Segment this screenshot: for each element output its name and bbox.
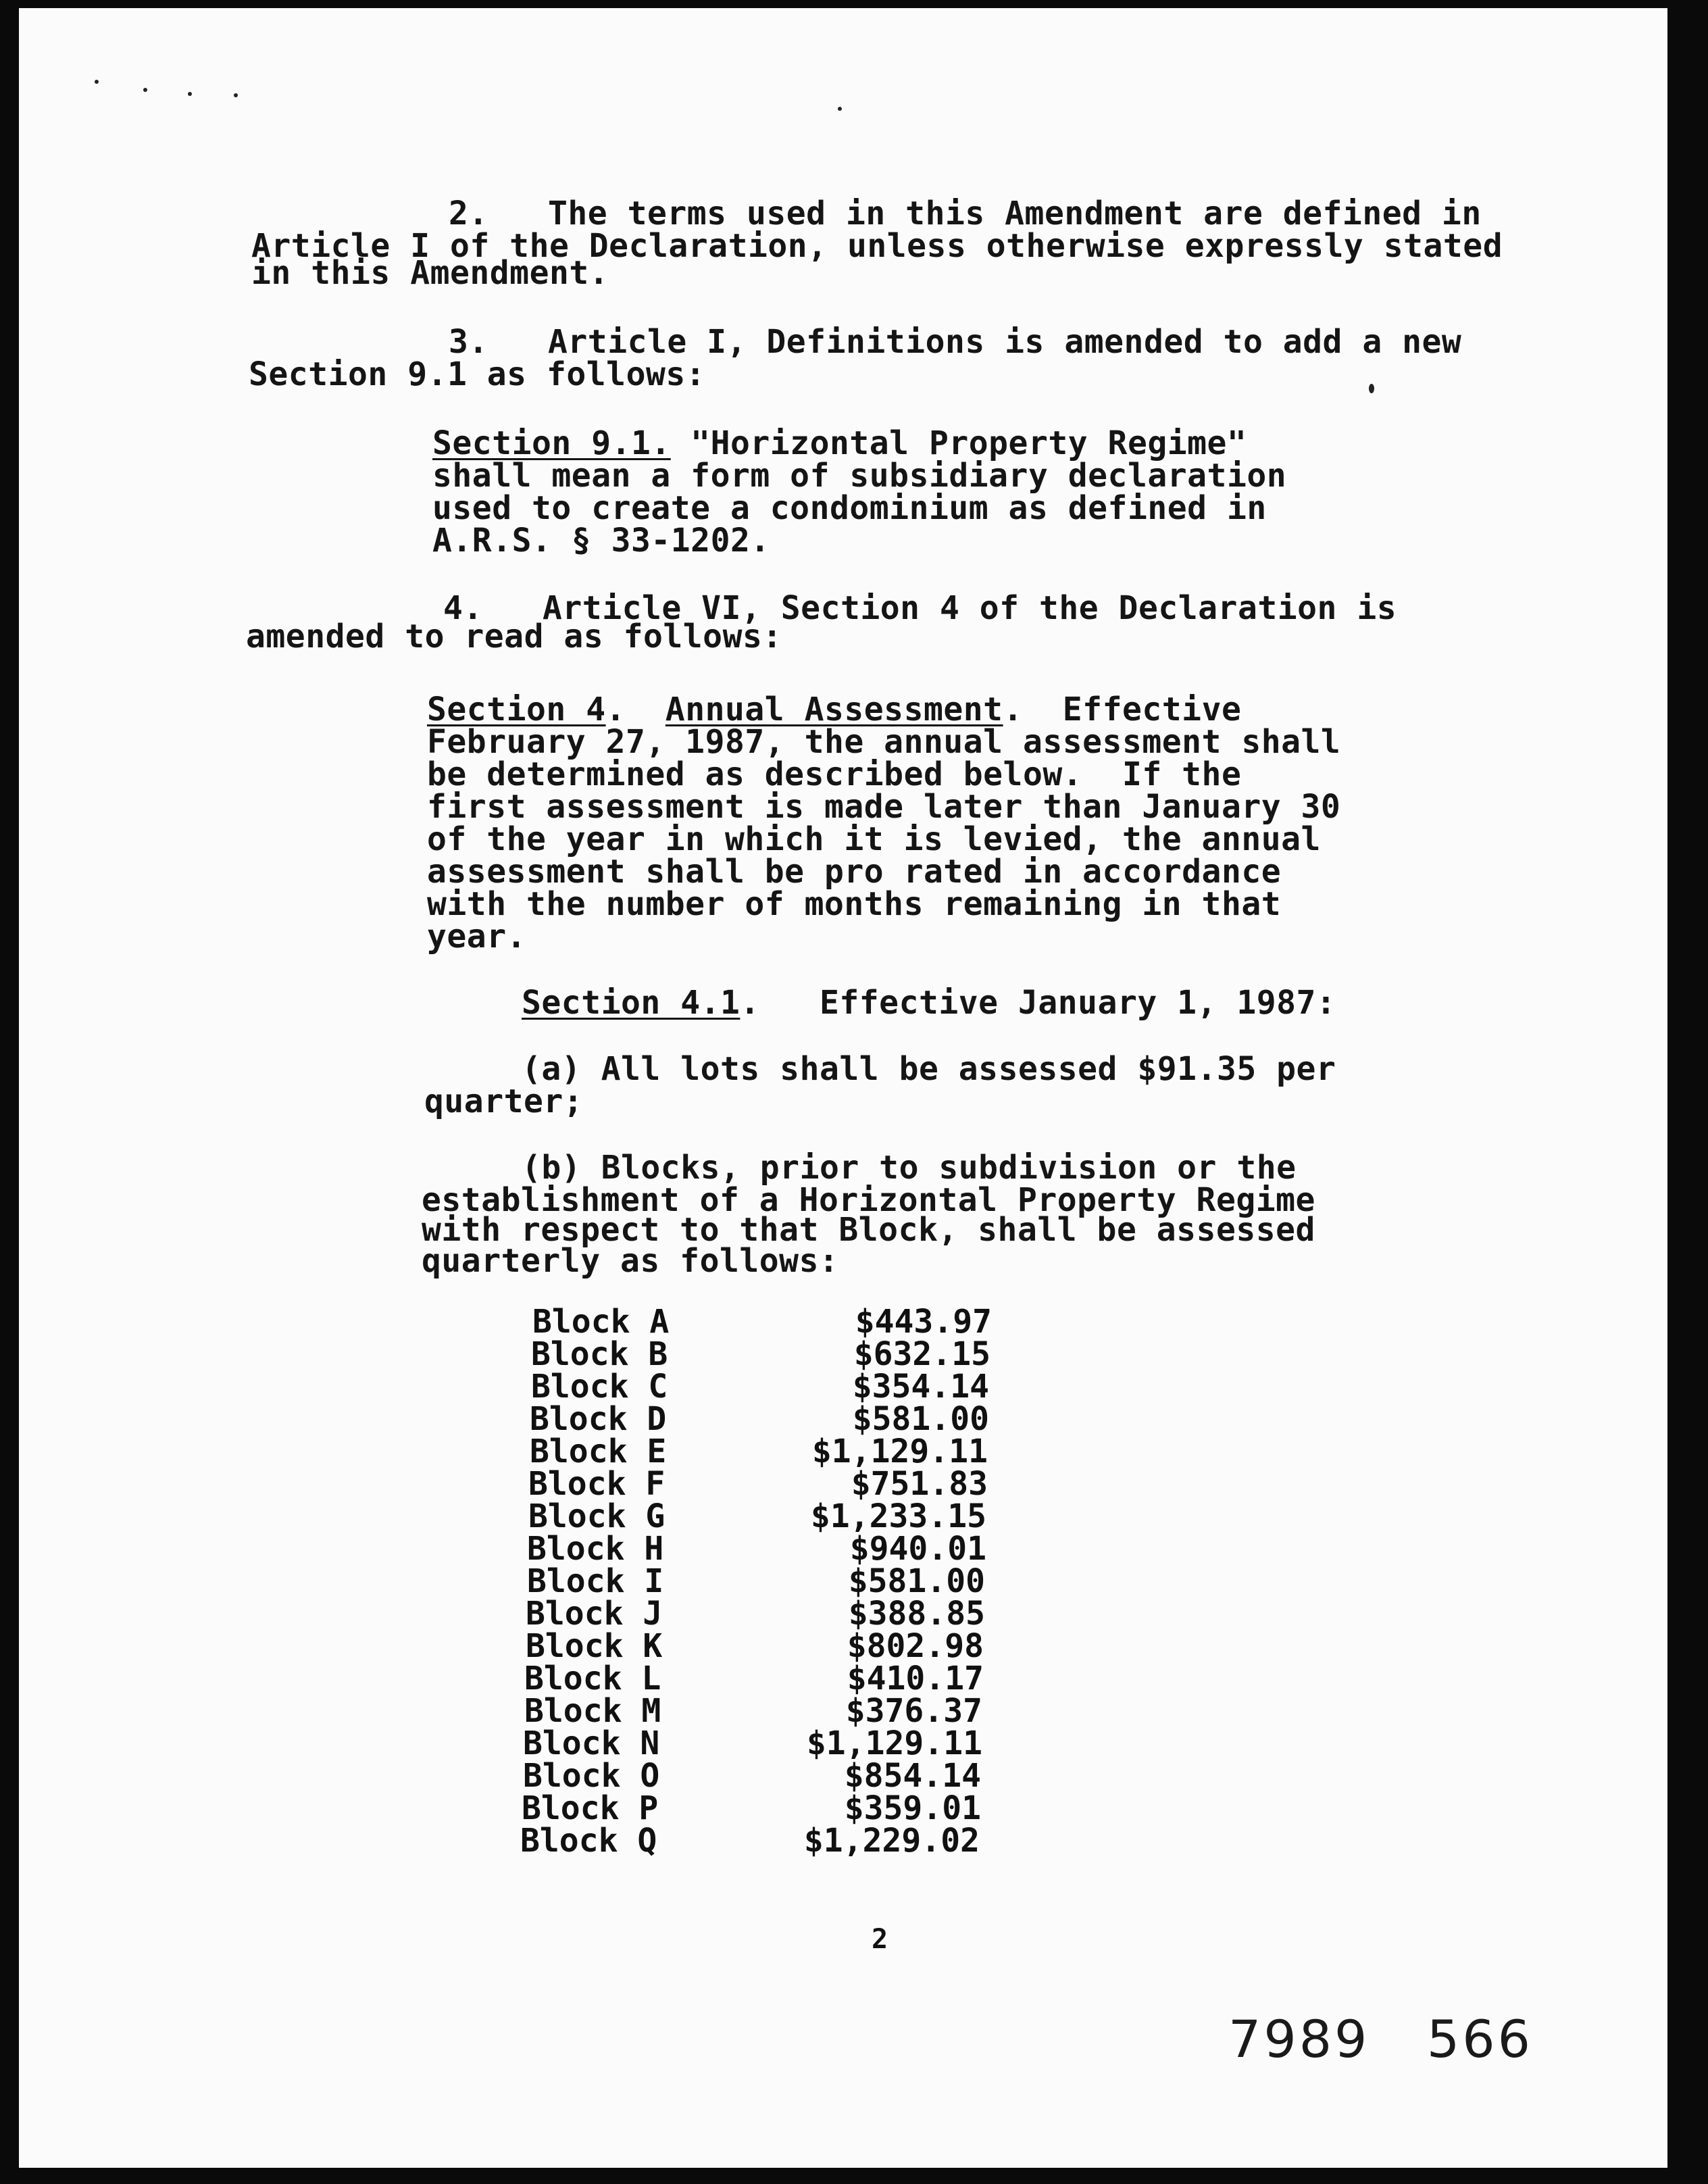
- section-9-1-title: "Horizontal Property Regime": [670, 424, 1247, 462]
- block-amount: $354.14: [852, 1368, 989, 1406]
- block-name: Block H: [527, 1530, 664, 1568]
- block-amount: $376.37: [845, 1692, 982, 1730]
- section-9-1-heading: Section 9.1.: [432, 424, 671, 462]
- block-amount: $802.98: [847, 1627, 984, 1665]
- block-name: Block E: [530, 1433, 667, 1470]
- block-amount: $359.01: [844, 1789, 981, 1827]
- block-name: Block O: [523, 1757, 660, 1795]
- clause-b-line-4: quarterly as follows:: [422, 1242, 839, 1280]
- scan-speck: [95, 80, 99, 84]
- section-4-line-1: [427, 693, 1241, 726]
- block-amount: $443.97: [855, 1303, 992, 1341]
- block-amount: $1,233.15: [810, 1497, 986, 1535]
- paragraph-3-line-2: Section 9.1 as follows:: [249, 355, 706, 393]
- block-amount: $410.17: [847, 1660, 984, 1697]
- document-page: [19, 8, 1667, 2168]
- scan-speck: [234, 93, 238, 97]
- scan-speck: [838, 107, 842, 111]
- paragraph-2-line-1: 2. The terms used in this Amendment are defined in: [449, 195, 1482, 232]
- scan-speck: [188, 92, 192, 96]
- section-4-line-3: be determined as described below. If the: [427, 755, 1242, 793]
- paragraph-4-line-2: amended to read as follows:: [246, 618, 782, 655]
- block-name: Block F: [528, 1465, 665, 1503]
- block-amount: $388.85: [848, 1595, 985, 1633]
- section-9-1-line-4: A.R.S. § 33-1202.: [432, 522, 770, 560]
- page-number: 2: [872, 1924, 888, 1955]
- block-name: Block K: [526, 1627, 663, 1665]
- block-name: Block M: [524, 1692, 661, 1730]
- block-amount: $1,129.11: [811, 1433, 988, 1470]
- block-amount: $940.01: [849, 1530, 986, 1568]
- section-4-line-7: with the number of months remaining in that: [427, 885, 1282, 923]
- paragraph-3-line-1: 3. Article I, Definitions is amended to add a new: [449, 323, 1462, 361]
- block-name: Block N: [523, 1724, 660, 1762]
- paragraph-2-line-2: Article I of the Declaration, unless otherwise expressly stated: [251, 227, 1503, 265]
- block-name: Block J: [526, 1595, 663, 1633]
- section-4-line-6: assessment shall be pro rated in accordance: [427, 853, 1282, 891]
- section-9-1-line-3: used to create a condominium as defined in: [432, 489, 1267, 527]
- paragraph-2-line-3: in this Amendment.: [251, 254, 609, 292]
- block-amount: $632.15: [853, 1335, 990, 1373]
- block-amount: $581.00: [848, 1562, 985, 1600]
- clause-b-line-2: establishment of a Horizontal Property Regime: [422, 1181, 1315, 1219]
- block-name: Block Q: [520, 1822, 657, 1860]
- block-name: Block B: [531, 1335, 668, 1373]
- recording-number: 7989 566: [1228, 2009, 1533, 2069]
- section-4-1-line: [522, 984, 1336, 1022]
- section-4-line-1-rest: . Effective: [1003, 691, 1242, 728]
- section-4-title: Annual Assessment: [665, 691, 1003, 728]
- block-amount: $581.00: [852, 1400, 989, 1438]
- block-name: Block A: [532, 1303, 670, 1341]
- section-4-line-5: of the year in which it is levied, the annual: [427, 820, 1321, 858]
- section-4-line-2: February 27, 1987, the annual assessment shall: [427, 723, 1341, 761]
- clause-a-line-2: quarter;: [424, 1083, 584, 1120]
- clause-b-line-3: with respect to that Block, shall be assessed: [422, 1211, 1315, 1249]
- block-name: Block D: [530, 1400, 667, 1438]
- section-4-line-8: year.: [427, 918, 526, 956]
- block-name: Block G: [528, 1497, 665, 1535]
- section-4-line-4: first assessment is made later than January 30: [427, 788, 1341, 826]
- block-name: Block L: [524, 1660, 661, 1697]
- block-amount: $854.14: [844, 1757, 981, 1795]
- block-amount: $1,229.02: [803, 1822, 980, 1860]
- section-4-1-heading: Section 4.1: [522, 984, 740, 1022]
- block-name: Block C: [531, 1368, 668, 1406]
- clause-b-line-1: (b) Blocks, prior to subdivision or the: [522, 1149, 1297, 1187]
- section-9-1-line-2: shall mean a form of subsidiary declaration: [432, 457, 1287, 495]
- scan-speck: [143, 88, 147, 92]
- section-4-separator: .: [605, 691, 665, 728]
- block-name: Block P: [522, 1789, 659, 1827]
- section-9-1-line-1: [432, 424, 1247, 462]
- block-amount: $751.83: [851, 1465, 988, 1503]
- section-4-1-effective: . Effective January 1, 1987:: [740, 984, 1336, 1022]
- block-name: Block I: [527, 1562, 664, 1600]
- block-amount: $1,129.11: [806, 1724, 982, 1762]
- clause-a-line-1: (a) All lots shall be assessed $91.35 per: [522, 1050, 1336, 1088]
- section-4-heading: Section 4: [427, 691, 606, 728]
- paragraph-4-line-1: 4. Article VI, Section 4 of the Declaration is: [443, 589, 1397, 627]
- scan-speck: [1369, 384, 1374, 393]
